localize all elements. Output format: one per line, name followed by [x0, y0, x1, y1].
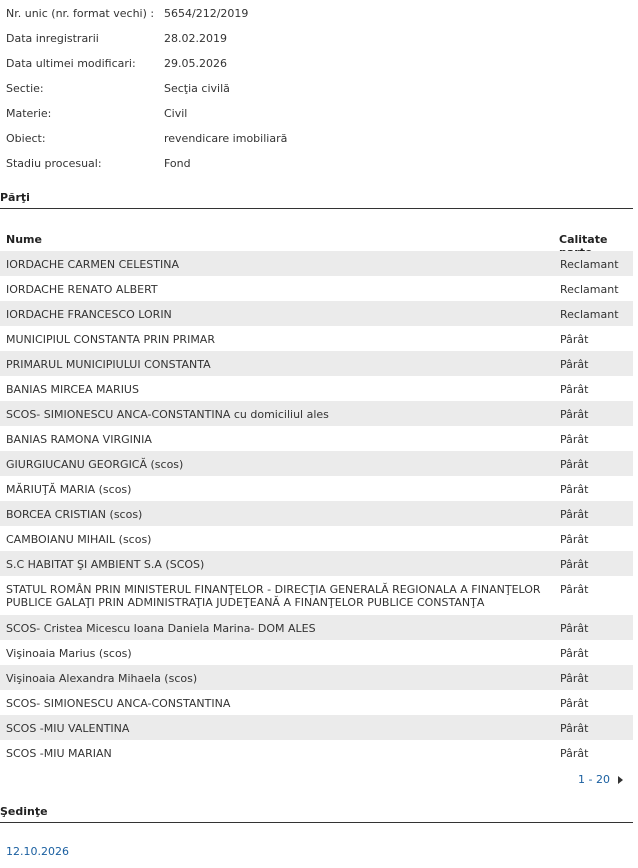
party-role: Pârât — [560, 558, 589, 571]
parti-section-title: Părţi — [0, 191, 633, 209]
info-label: Materie: — [6, 107, 52, 120]
info-value: 5654/212/2019 — [164, 7, 249, 20]
party-role: Pârât — [560, 622, 589, 635]
party-role: Reclamant — [560, 283, 619, 296]
table-row — [0, 615, 633, 640]
table-row — [0, 551, 633, 576]
party-role: Pârât — [560, 508, 589, 521]
table-row — [0, 301, 633, 326]
table-row — [0, 576, 633, 615]
party-name: BANIAS RAMONA VIRGINIA — [6, 433, 152, 446]
party-role: Pârât — [560, 383, 589, 396]
table-row — [0, 276, 633, 301]
party-name: MUNICIPIUL CONSTANTA PRIN PRIMAR — [6, 333, 215, 346]
table-row — [0, 401, 633, 426]
info-row-nr-unic — [6, 0, 626, 25]
info-value: Secţia civilă — [164, 82, 230, 95]
info-value: revendicare imobiliară — [164, 132, 288, 145]
table-row — [0, 715, 633, 740]
info-row-obiect — [6, 125, 626, 150]
info-label: Nr. unic (nr. format vechi) : — [6, 7, 155, 20]
party-role: Pârât — [560, 647, 589, 660]
party-role: Pârât — [560, 747, 589, 760]
table-row — [0, 426, 633, 451]
info-label: Data inregistrarii — [6, 32, 99, 45]
party-role: Pârât — [560, 458, 589, 471]
table-row — [0, 326, 633, 351]
party-role: Pârât — [560, 358, 589, 371]
party-name: S.C HABITAT ŞI AMBIENT S.A (SCOS) — [6, 558, 205, 571]
info-label: Obiect: — [6, 132, 46, 145]
party-name: BANIAS MIRCEA MARIUS — [6, 383, 139, 396]
table-row — [0, 476, 633, 501]
table-row — [0, 451, 633, 476]
pagination — [578, 773, 623, 786]
table-row — [0, 251, 633, 276]
pagination-range: 1 - 20 — [578, 773, 610, 786]
party-name: MĂRIUŢĂ MARIA (scos) — [6, 483, 132, 496]
info-row-sectie — [6, 75, 626, 100]
party-name: IORDACHE CARMEN CELESTINA — [6, 258, 179, 271]
party-name: GIURGIUCANU GEORGICĂ (scos) — [6, 458, 184, 471]
info-row-stadiu-procesual — [6, 150, 626, 175]
party-role: Pârât — [560, 333, 589, 346]
party-name: IORDACHE FRANCESCO LORIN — [6, 308, 172, 321]
info-value: 28.02.2019 — [164, 32, 227, 45]
next-page-arrow-icon[interactable] — [618, 776, 623, 784]
party-role: Pârât — [560, 722, 589, 735]
info-label: Data ultimei modificari: — [6, 57, 136, 70]
party-role: Pârât — [560, 433, 589, 446]
party-role: Pârât — [560, 583, 589, 596]
table-row — [0, 501, 633, 526]
table-row — [0, 526, 633, 551]
parti-table — [0, 226, 633, 765]
party-name: Vişinoaia Alexandra Mihaela (scos) — [6, 672, 198, 685]
party-name: STATUL ROMÂN PRIN MINISTERUL FINANŢELOR - DIRECŢIA GENERALĂ REGIONALA A FINANŢELOR PUBLICE GALAŢI PRIN ADMINISTRAŢIA JUDEŢEANĂ A FINANŢELOR PUBLICE CONSTANŢA — [6, 583, 541, 609]
party-name: BORCEA CRISTIAN (scos) — [6, 508, 143, 521]
column-header-nume: Nume — [6, 233, 42, 246]
info-value: Civil — [164, 107, 188, 120]
sedinta-date-link[interactable]: 12.10.2026 — [6, 845, 69, 858]
party-role: Pârât — [560, 697, 589, 710]
table-row — [0, 665, 633, 690]
info-value: Fond — [164, 157, 191, 170]
party-role: Pârât — [560, 408, 589, 421]
party-role: Pârât — [560, 483, 589, 496]
table-row — [0, 640, 633, 665]
info-row-data-inregistrarii — [6, 25, 626, 50]
parti-table-header — [0, 226, 633, 251]
party-name: CAMBOIANU MIHAIL (scos) — [6, 533, 152, 546]
table-row — [0, 376, 633, 401]
info-row-materie — [6, 100, 626, 125]
table-row — [0, 351, 633, 376]
party-name: SCOS- SIMIONESCU ANCA-CONSTANTINA cu domiciliul ales — [6, 408, 329, 421]
table-row — [0, 690, 633, 715]
case-info — [6, 0, 626, 175]
party-name: IORDACHE RENATO ALBERT — [6, 283, 158, 296]
party-name: SCOS- SIMIONESCU ANCA-CONSTANTINA — [6, 697, 231, 710]
sedinte-section-title: Şedinţe — [0, 805, 633, 823]
party-name: SCOS- Cristea Micescu Ioana Daniela Marina- DOM ALES — [6, 622, 316, 635]
table-row — [0, 740, 633, 765]
party-role: Reclamant — [560, 308, 619, 321]
column-header-calitate-parte: Calitate — [559, 233, 608, 246]
party-name: SCOS -MIU VALENTINA — [6, 722, 130, 735]
info-label: Sectie: — [6, 82, 44, 95]
party-role: Pârât — [560, 672, 589, 685]
party-role: Reclamant — [560, 258, 619, 271]
party-name: SCOS -MIU MARIAN — [6, 747, 112, 760]
party-role: Pârât — [560, 533, 589, 546]
party-name: Vişinoaia Marius (scos) — [6, 647, 132, 660]
party-name: PRIMARUL MUNICIPIULUI CONSTANTA — [6, 358, 211, 371]
info-row-data-ultimei-modificari — [6, 50, 626, 75]
info-label: Stadiu procesual: — [6, 157, 102, 170]
info-value: 29.05.2026 — [164, 57, 227, 70]
